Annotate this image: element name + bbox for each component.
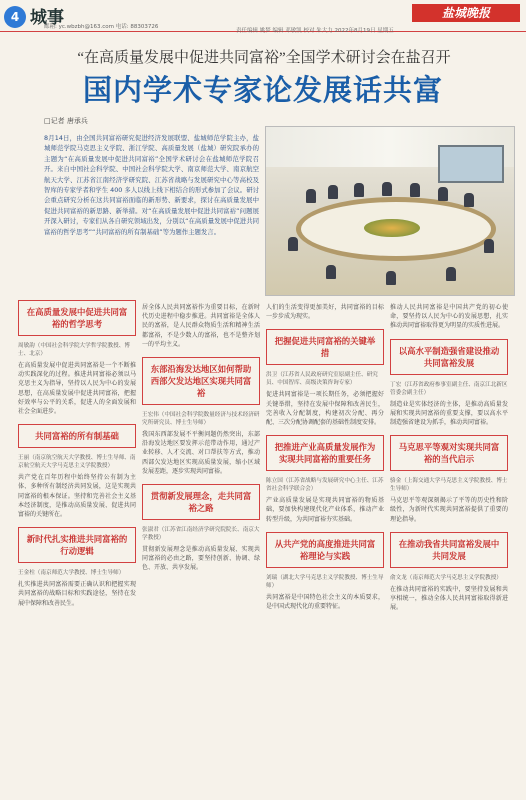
section-body: 在推动共同富裕的实践中，要坚持发展和共享相统一，推动全体人民共同富裕取得新进展。: [390, 585, 508, 612]
speaker-info: 丁宏（江苏省政府参事室副主任、南京江北新区管委会副主任）: [390, 381, 508, 396]
section-box: [18, 527, 136, 563]
section-heading: 新时代扎实推进共同富裕的行动逻辑: [26, 534, 128, 557]
section-box: [266, 435, 384, 471]
byline: □记者 唐承兵: [44, 117, 88, 125]
column-4: [390, 300, 508, 790]
section-box: [266, 532, 384, 568]
conference-photo: [265, 126, 515, 296]
photo-person: [382, 182, 392, 196]
section-box: [390, 435, 508, 471]
section-box: [390, 339, 508, 375]
section-box: [390, 532, 508, 568]
photo-flower-arrangement: [364, 219, 420, 237]
section-body: 马克思平等观深刻揭示了平等的历史性和阶级性，为新时代实现共同富裕提供了重要的理论指导。: [390, 497, 508, 523]
speaker-info: 王丽（南京航空航天大学教授、博士生导师、南京航空航天大学马克思主义学院教授）: [18, 455, 136, 470]
page-number: 4: [4, 6, 26, 28]
section-body: 推动人民共同富裕是中国共产党的初心使命，要坚持以人民为中心的发展思想，扎实推动共同富裕取得更为明显的实质性进展。: [390, 304, 508, 330]
section-box: [18, 300, 136, 336]
section-box: [18, 424, 136, 448]
speaker-info: 王宏伟（中国社会科学院数量经济与技术经济研究所研究员、博士生导师）: [142, 412, 260, 427]
speaker-info: 张淑君（江苏省江南经济学研究院院长、南京大学教授）: [142, 527, 260, 542]
photo-person: [288, 237, 298, 251]
photo-person: [306, 189, 316, 203]
photo-person: [328, 185, 338, 199]
photo-person: [438, 187, 448, 201]
section-body: 贯彻新发展理念是推动高质量发展、实现共同富裕的必由之路，要坚持创新、协调、绿色、开放、共享发展。: [142, 546, 260, 572]
section-heading: 在推动我省共同富裕发展中共同发展: [398, 538, 500, 561]
article-subtitle: “在高质量发展中促进共同富裕”全国学术研讨会在盐召开: [77, 50, 451, 66]
editor-credits: 责任编辑 姚梦 编辑 邓敏凯 校对 朱大力 2022年8月19日 星期五: [236, 28, 394, 34]
speaker-info: 洪卫（江苏省人民政府研究室原副主任、研究员、中国智库、高级决策咨询专家）: [266, 372, 378, 387]
section-body: 居全体人民共同富裕作为重要目标，在新时代历史进程中稳步推进。共同富裕是全体人民的富裕，是人民群众物质生活和精神生活都富裕，不是少数人的富裕，也不是整齐划一的平均主义。: [142, 304, 260, 348]
speaker-info: 刘瑞（湖北大学马克思主义学院教授、博士生导师）: [266, 574, 384, 589]
speaker-info: 周敏韵（中国社会科学院大学哲学院教授、博士、北京）: [18, 343, 130, 357]
section-body: 我国东西部发展不平衡问题仍然突出，东部沿海发达地区要发挥示范带动作用，通过产业转移、人才交流、对口帮扶等方式，推动西部欠发达地区实现高质量发展，缩小区域发展差距，逐步实现共同富裕。: [142, 431, 260, 475]
section-heading: 在高质量发展中促进共同富裕的哲学思考: [26, 307, 128, 329]
column-2: [142, 300, 260, 790]
column-1: [18, 300, 136, 790]
newspaper-logo: 盐城晚报: [412, 4, 520, 22]
photo-person: [484, 239, 494, 253]
section-body: 共同富裕是中国特色社会主义的本质要求，是中国式现代化的重要特征。: [266, 593, 384, 611]
photo-person: [410, 183, 420, 197]
article-title: 国内学术专家论发展话共富: [82, 73, 443, 107]
section-heading: 东部沿海发达地区如何帮助西部欠发达地区实现共同富裕: [150, 364, 252, 399]
section-box: [142, 357, 260, 405]
section-title: 城事: [30, 8, 64, 28]
section-box: [142, 484, 260, 520]
photo-person: [326, 265, 336, 279]
section-body: 扎实推进共同富裕需要正确认识和把握实现共同富裕的战略目标和实践途径，坚持在发展中保障和改善民生。: [18, 581, 136, 607]
section-body: 促进共同富裕是一项长期任务，必须把握好关键举措，坚持在发展中保障和改善民生，完善收入分配制度，构建初次分配、再分配、三次分配协调配套的基础性制度安排。: [266, 391, 384, 427]
section-heading: 从共产党的高度推进共同富裕理论与实践: [274, 538, 376, 561]
section-heading: 贯彻新发展理念，走共同富裕之路: [150, 491, 252, 514]
section-heading: 马克思平等观对实现共同富裕的当代启示: [398, 442, 500, 465]
section-body: 制造业是实体经济的主体，是推动高质量发展和实现共同富裕的重要支撑，要以高水平制造强省建设为抓手，推动共同富裕。: [390, 400, 508, 427]
photo-screen: [438, 145, 504, 183]
section-heading: 共同富裕的所有制基础: [35, 431, 119, 442]
lead-paragraph: 8月14日，由全国共同富裕研究促进经济发展联盟、盐城师范学院主办，盐城师范学院马克思主义学院、浙江学院、高质量发展（盐城）研究院承办的主题为“在高质量发展中促进共同富裕”全国学术研讨会在盐城师范学院召开。来自中国社会科学院、中国社会科学院大学、南京师范大学、南京航空航天大学、江苏省江南经济学研究院、江苏省战略与发展研究中心等高校及智库的专家学者和学生 400 多人以线上线下相结合的形式参加了会议。研讨会重点研究分析在这共同富裕面临的新形势、新要求，探讨在高质量发展中促进共同富裕的新思路、新举措。对“在高质量发展中促进共同富裕”问题展开深入研讨，专家们从各自研究领域出发，分别以“在高质量发展中促进共同富裕的哲学思考”“共同富裕的所有制基础”等为题作主题发言。: [44, 134, 259, 236]
section-box: [266, 329, 384, 365]
section-body: 在高质量发展中促进共同富裕是一个不断推动实践深化的过程。推进共同富裕必须以马克思主义为指导，坚持以人民为中心的发展思想，在高质量发展中促进共同富裕，把握好效率与公平的关系，促进人的全面发展和社会全面进步。: [18, 362, 136, 416]
section-body: 共产党在百年历程中始终坚持公有制为主体、多种所有制经济共同发展，这是实现共同富裕的根本保证。坚持和完善社会主义基本经济制度，是推动高质量发展、促进共同富裕的关键所在。: [18, 474, 136, 519]
speaker-info: 俞文龙（南京师范大学马克思主义学院教授）: [390, 574, 502, 581]
section-heading: 把推进产业高质量发展作为实现共同富裕的重要任务: [274, 442, 376, 465]
photo-person: [386, 271, 396, 285]
section-body: 产业高质量发展是实现共同富裕的物质基础，要加快构建现代化产业体系，推动产业转型升级，为共同富裕夯实基础。: [266, 497, 384, 523]
contact-info: 邮箱: yc.wbzbh@163.com 电话: 88303726: [44, 24, 159, 30]
section-heading: 以高水平制造强省建设推动共同富裕发展: [398, 345, 500, 368]
photo-person: [464, 193, 474, 207]
byline-text: 记者 唐承兵: [50, 117, 88, 125]
section-body: 人们的生活变得更加美好，共同富裕的目标一步步成为现实。: [266, 304, 384, 321]
section-heading: 把握促进共同富裕的关键举措: [274, 336, 376, 359]
page-header: [0, 0, 526, 32]
speaker-info: 骆金（上海交通大学马克思主义学院教授、博士生导师）: [390, 478, 508, 493]
speaker-info: 王金柱（南京师范大学教授、博士生导师）: [18, 570, 125, 577]
speaker-info: 陈立国（江苏省战略与发展研究中心主任、江苏省社会科学联合会）: [266, 478, 384, 493]
photo-person: [446, 267, 456, 281]
column-3: [266, 300, 384, 790]
photo-person: [354, 183, 364, 197]
